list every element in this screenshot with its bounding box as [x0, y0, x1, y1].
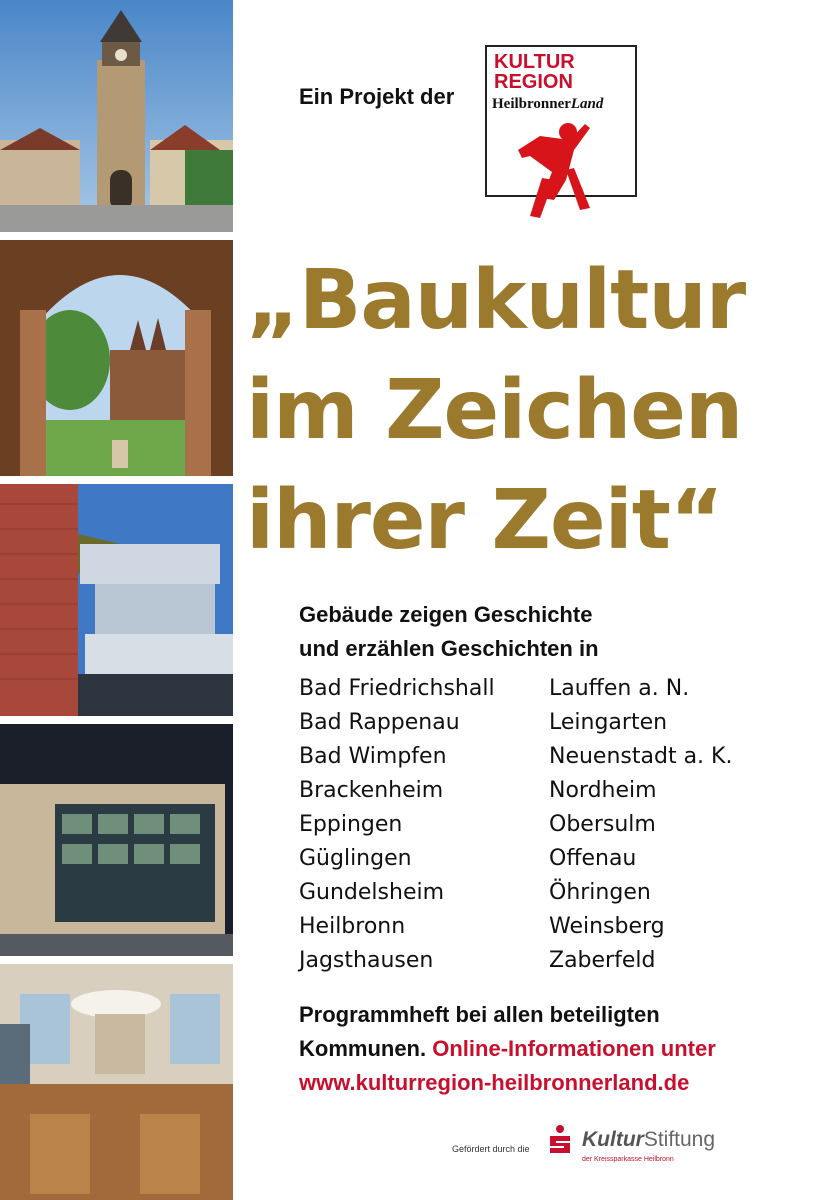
cloister-arch-photo: [0, 240, 233, 476]
town-gate-tower-photo: [0, 0, 233, 232]
kulturstiftung-logo: [548, 1124, 718, 1170]
town-item: Güglingen: [299, 846, 412, 871]
town-column-left: [299, 672, 495, 978]
interior-hall-chandelier-photo: [0, 964, 233, 1200]
sponsored-by-text: Gefördert durch die: [452, 1144, 530, 1154]
town-item: Neuenstadt a. K.: [549, 744, 733, 769]
headline-line-1: „Baukultur: [246, 253, 746, 348]
modern-building-photo: [0, 484, 233, 716]
town-item: Leingarten: [549, 710, 668, 735]
town-column-right: [549, 672, 732, 978]
sponsor-name: KulturStiftung: [582, 1128, 716, 1151]
website-link[interactable]: www.kulturregion-heilbronnerland.de: [299, 1070, 690, 1095]
logo-line-2: REGION: [494, 71, 573, 93]
logo-sub-2: Land: [570, 96, 604, 112]
town-item: Offenau: [549, 846, 637, 871]
lead-text: [299, 598, 599, 666]
program-line-1: Programmheft bei allen beteiligten: [299, 1002, 660, 1027]
program-line-2: [299, 1032, 819, 1066]
kulturregion-logo: [470, 40, 640, 240]
illuminated-building-night-photo: [0, 724, 233, 956]
online-info-text: Online-Informationen unter: [432, 1036, 716, 1061]
town-item: Zaberfeld: [549, 948, 656, 973]
headline: [246, 246, 836, 576]
project-intro-text: Ein Projekt der: [299, 84, 455, 109]
logo-line-1: KULTUR: [494, 51, 575, 73]
headline-line-3: ihrer Zeit“: [246, 473, 723, 568]
lead-line-1: Gebäude zeigen Geschichte: [299, 602, 593, 627]
svg-text:HeilbronnerLand: [492, 96, 604, 112]
town-item: Bad Friedrichshall: [299, 676, 495, 701]
town-item: Bad Rappenau: [299, 710, 460, 735]
town-item: Brackenheim: [299, 778, 444, 803]
town-item: Jagsthausen: [299, 948, 434, 973]
town-item: Nordheim: [549, 778, 657, 803]
sponsor-subtitle: der Kreissparkasse Heilbronn: [582, 1156, 674, 1163]
town-item: Gundelsheim: [299, 880, 445, 905]
town-item: Obersulm: [549, 812, 656, 837]
town-item: Eppingen: [299, 812, 403, 837]
town-item: Weinsberg: [549, 914, 665, 939]
logo-sub-1: Heilbronner: [492, 96, 571, 112]
program-info: [299, 998, 819, 1100]
lead-line-2: und erzählen Geschichten in: [299, 636, 599, 661]
program-communes-text: Kommunen.: [299, 1036, 427, 1061]
town-item: Öhringen: [549, 880, 651, 905]
headline-line-2: im Zeichen: [246, 363, 743, 458]
sparkasse-s-icon: [548, 1124, 572, 1154]
photo-column: [0, 0, 233, 1200]
town-item: Lauffen a. N.: [549, 676, 690, 701]
town-item: Bad Wimpfen: [299, 744, 447, 769]
town-item: Heilbronn: [299, 914, 406, 939]
